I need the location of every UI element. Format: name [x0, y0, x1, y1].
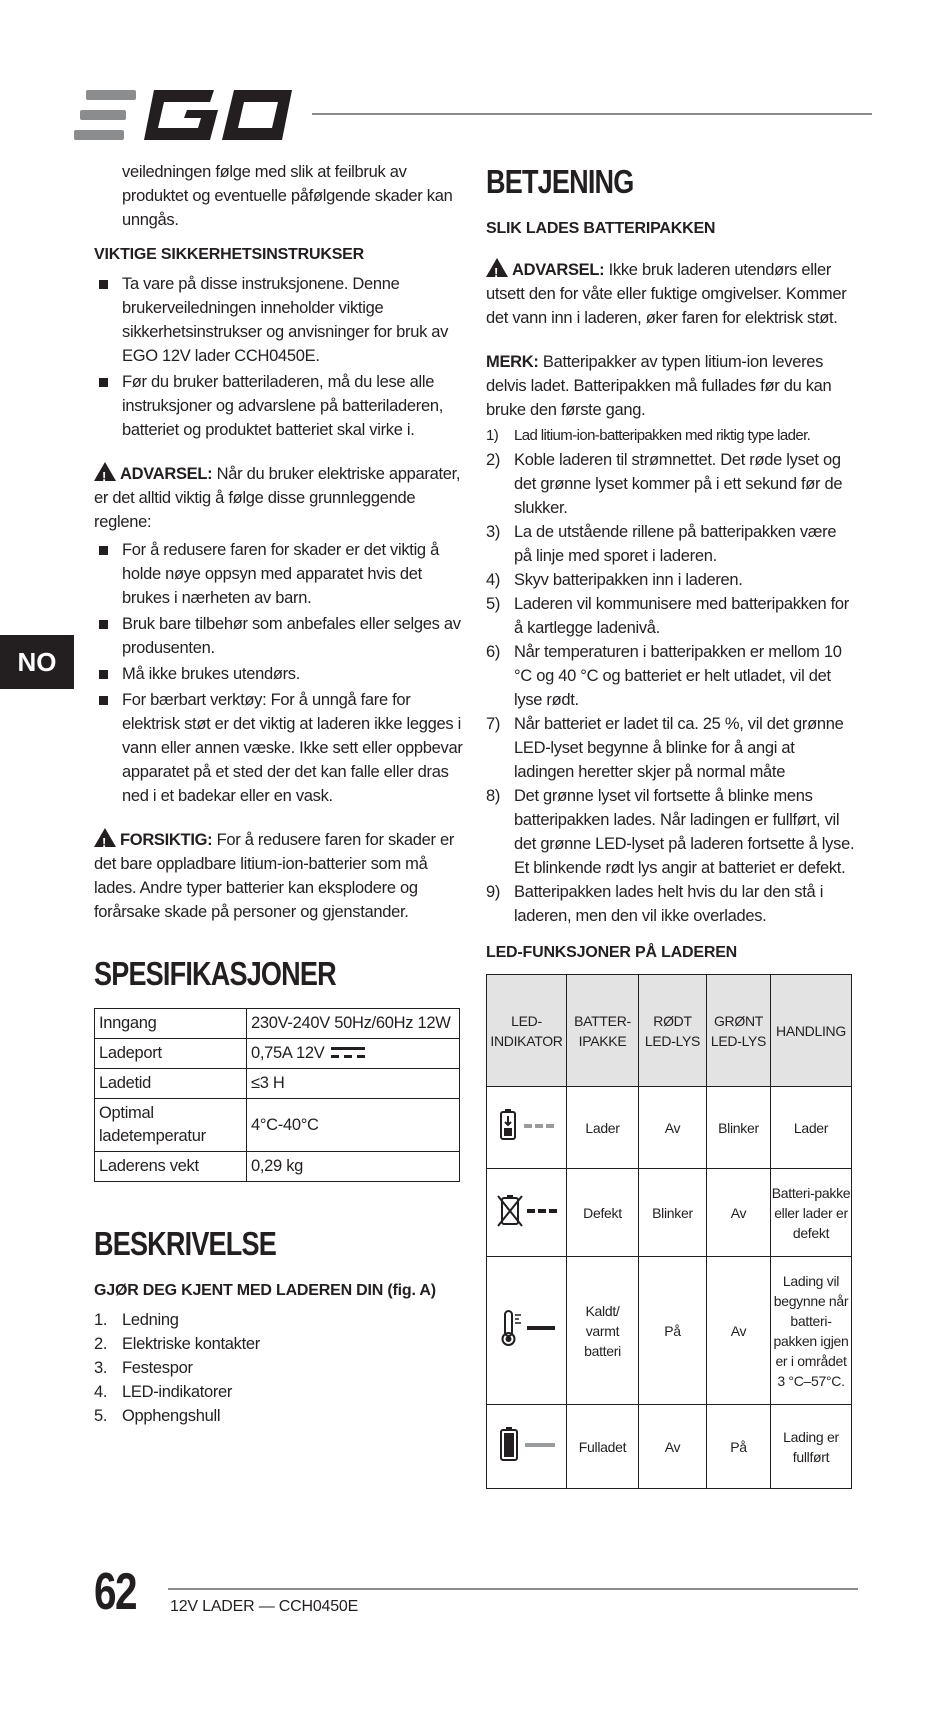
list-item: 3. Festespor — [94, 1359, 193, 1377]
spec-value: 0,29 kg — [247, 1152, 460, 1182]
steps-list — [486, 424, 858, 928]
list-item: Må ikke brukes utendørs. — [94, 662, 466, 686]
battery-pack-cell: Defekt — [567, 1169, 639, 1257]
warning-label: ADVARSEL: — [512, 261, 605, 279]
warning-text: Når du bruker elektriske apparater, er det alltid viktig å følge disse grunnleggende reglene: — [94, 465, 461, 531]
led-indicator-cell — [487, 1405, 567, 1489]
table-row — [95, 1099, 460, 1152]
list-item: 1. Ledning — [94, 1311, 179, 1329]
red-led-cell: På — [639, 1257, 707, 1405]
spec-table — [94, 1008, 460, 1182]
spec-value: 0,75A 12V — [247, 1039, 460, 1069]
led-heading: LED-FUNKSJONER PÅ LADEREN — [486, 944, 738, 961]
list-item: 3) La de utstående rillene på batteripakken være på linje med sporet i laderen. — [486, 523, 837, 565]
operation-heading: BETJENING — [486, 163, 634, 200]
list-item: For bærbart verktøy: For å unngå fare for elektrisk støt er det viktig at laderen ikke legges i vann eller annen væske. Ikke sett eller oppbevar apparatet på et sted der det kan falle eller dras ned i et badekar eller en vask. — [94, 688, 466, 808]
green-led-cell: Blinker — [707, 1087, 771, 1169]
action-cell: Batteri-pakke eller lader er defekt — [771, 1169, 852, 1257]
list-item: For å redusere faren for skader er det viktig å holde nøye oppsyn med apparatet hvis det brukes i nærheten av barn. — [94, 538, 466, 610]
led-indicator-cell — [487, 1169, 567, 1257]
list-item: 4) Skyv batteripakken inn i laderen. — [486, 571, 743, 589]
spec-key: Ladetid — [95, 1069, 247, 1099]
caution-label: FORSIKTIG: — [120, 831, 213, 849]
action-cell: Lader — [771, 1087, 852, 1169]
list-item: 2. Elektriske kontakter — [94, 1335, 260, 1353]
led-indicator-cell — [487, 1087, 567, 1169]
table-row — [487, 1169, 852, 1257]
list-item: 7) Når batteriet er ladet til ca. 25 %, vil det grønne LED-lyset begynne å blinke for å angi at ladingen heretter skjer på normal måte — [486, 715, 844, 781]
table-row — [95, 1039, 460, 1069]
charging-subheading: SLIK LADES BATTERIPAKKEN — [486, 220, 716, 237]
warning-icon — [486, 258, 508, 277]
warning-text: Ikke bruk laderen utendørs eller utsett den for våte eller fuktige omgivelser. Kommer det vann inn i laderen, øker faren for elektrisk støt. — [486, 261, 847, 327]
description-subheading: GJØR DEG KJENT MED LADEREN DIN (fig. A) — [94, 1282, 436, 1299]
green-led-cell: Av — [707, 1169, 771, 1257]
list-item: Ta vare på disse instruksjonene. Denne brukerveiledningen inneholder viktige sikkerhetsinstrukser og anvisninger for bruk av EGO 12V lader CCH0450E. — [94, 272, 466, 368]
battery-defect-icon — [497, 1193, 557, 1227]
note-paragraph — [486, 350, 858, 422]
footer-text: 12V LADER — CCH0450E — [170, 1598, 359, 1615]
footer-rule — [168, 1588, 858, 1590]
table-row — [95, 1009, 460, 1039]
header-rule — [312, 113, 872, 115]
page-number: 62 — [94, 1563, 136, 1621]
language-tab: NO — [0, 635, 74, 689]
caution-icon — [94, 828, 116, 847]
safety-heading: VIKTIGE SIKKERHETSINSTRUKSER — [94, 246, 364, 263]
spec-value: 4°C-40°C — [247, 1099, 460, 1152]
battery-full-icon — [497, 1425, 557, 1463]
column-header: RØDT LED-LYS — [639, 975, 707, 1087]
left-column — [94, 160, 466, 1428]
note-text: Batteripakker av typen litium-ion leveres delvis ladet. Batteripakken må fullades før du kan bruke den første gang. — [486, 353, 832, 419]
green-led-cell: På — [707, 1405, 771, 1489]
list-item: 4. LED-indikatorer — [94, 1383, 233, 1401]
ego-logo — [74, 88, 294, 142]
safety-list — [94, 272, 466, 442]
caution-text: For å redusere faren for skader er det bare oppladbare litium-ion-batterier som må lades. Andre typer batterier kan eksplodere og forårsake skade på personer og gjenstander. — [94, 831, 455, 921]
warning-paragraph — [94, 462, 466, 534]
table-row — [95, 1069, 460, 1099]
spec-key: Inngang — [95, 1009, 247, 1039]
spec-key: Laderens vekt — [95, 1152, 247, 1182]
warning-list — [94, 538, 466, 808]
battery-pack-cell: Kaldt/ varmt batteri — [567, 1257, 639, 1405]
list-item: 8) Det grønne lyset vil fortsette å blinke mens batteripakken lades. Når ladingen er fullført, vil det grønne LED-lyset på laderen fortsette å lyse. Et blinkende rødt lys angir at batteriet er defekt. — [486, 787, 855, 877]
column-header: GRØNT LED-LYS — [707, 975, 771, 1087]
intro-text: veiledningen følge med slik at feilbruk av produktet og eventuelle påfølgende skader kan unngås. — [122, 163, 453, 229]
description-heading: BESKRIVELSE — [94, 1225, 276, 1262]
list-item: 2) Koble laderen til strømnettet. Det røde lyset og det grønne lyset kommer på i ett sekund før de slukker. — [486, 451, 843, 517]
column-header: HANDLING — [771, 975, 852, 1087]
red-led-cell: Av — [639, 1405, 707, 1489]
battery-pack-cell: Fulladet — [567, 1405, 639, 1489]
column-header: LED-INDIKATOR — [487, 975, 567, 1087]
column-header: BATTER-IPAKKE — [567, 975, 639, 1087]
red-led-cell: Av — [639, 1087, 707, 1169]
description-list — [94, 1308, 466, 1428]
list-item: 1) Lad litium-ion-batteripakken med riktig type lader. — [486, 427, 811, 444]
warning-icon — [94, 462, 116, 481]
caution-paragraph — [94, 828, 466, 924]
led-table — [486, 974, 852, 1489]
led-indicator-cell — [487, 1257, 567, 1405]
table-row — [95, 1152, 460, 1182]
list-item: 6) Når temperaturen i batteripakken er mellom 10 °C og 40 °C og batteriet er helt utladet, vil det lyse rødt. — [486, 643, 842, 709]
table-row — [487, 1257, 852, 1405]
battery-charging-icon — [497, 1108, 557, 1142]
list-item: 5) Laderen vil kommunisere med batteripakken for å kartlegge ladenivå. — [486, 595, 850, 637]
list-item: Før du bruker batteriladeren, må du lese alle instruksjoner og advarslene på batteriladeren, batteriet og produktet batteriet skal virke i. — [94, 370, 466, 442]
list-item: 9) Batteripakken lades helt hvis du lar den stå i laderen, men den vil ikke overlades. — [486, 883, 824, 925]
warning-label: ADVARSEL: — [120, 465, 213, 483]
warning-paragraph — [486, 258, 858, 330]
battery-pack-cell: Lader — [567, 1087, 639, 1169]
action-cell: Lading er fullført — [771, 1405, 852, 1489]
dc-symbol-icon — [331, 1045, 365, 1061]
spec-value: ≤3 H — [247, 1069, 460, 1099]
table-header-row — [487, 975, 852, 1087]
spec-key: Ladeport — [95, 1039, 247, 1069]
thermometer-icon — [497, 1308, 557, 1348]
spec-key: Optimal ladetemperatur — [95, 1099, 247, 1152]
note-label: MERK: — [486, 353, 539, 371]
list-item: 5. Opphengshull — [94, 1407, 221, 1425]
table-row — [487, 1405, 852, 1489]
red-led-cell: Blinker — [639, 1169, 707, 1257]
action-cell: Lading vil begynne når batteri-pakken igjen er i området 3 °C–57°C. — [771, 1257, 852, 1405]
spec-heading: SPESIFIKASJONER — [94, 955, 336, 992]
list-item: Bruk bare tilbehør som anbefales eller selges av produsenten. — [94, 612, 466, 660]
green-led-cell: Av — [707, 1257, 771, 1405]
spec-value: 230V-240V 50Hz/60Hz 12W — [247, 1009, 460, 1039]
table-row — [487, 1087, 852, 1169]
right-column — [486, 160, 858, 1489]
